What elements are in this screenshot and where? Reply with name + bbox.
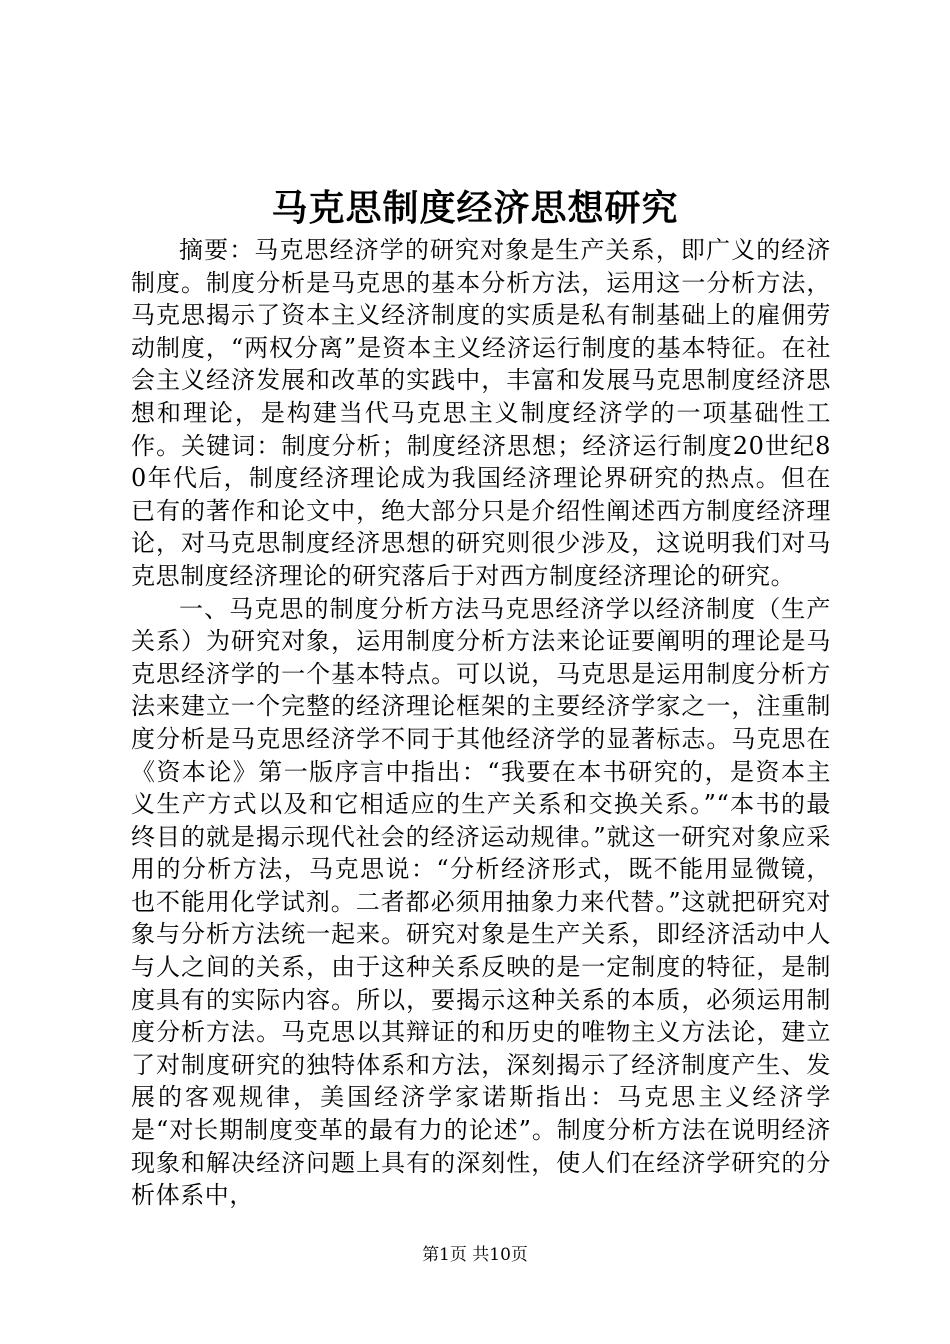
- document-body: [131, 234, 831, 1212]
- section-one-paragraph: 一、马克思的制度分析方法马克思经济学以经济制度（生产关系）为研究对象，运用制度分析方法来论证要阐明的理论是马克思经济学的一个基本特点。可以说，马克思是运用制度分析方法来建立一个完整的经济理论框架的主要经济学家之一，注重制度分析是马克思经济学不同于其他经济学的显著标志。马克思在《资本论》第一版序言中指出：“我要在本书研究的，是资本主义生产方式以及和它相适应的生产关系和交换关系。”“本书的最终目的就是揭示现代社会的经济运动规律。”就这一研究对象应采用的分析方法，马克思说：“分析经济形式，既不能用显微镜，也不能用化学试剂。二者都必须用抽象力来代替。”这就把研究对象与分析方法统一起来。研究对象是生产关系，即经济活动中人与人之间的关系，由于这种关系反映的是一定制度的特征，是制度具有的实际内容。所以，要揭示这种关系的本质，必须运用制度分析方法。马克思以其辩证的和历史的唯物主义方法论，建立了对制度研究的独特体系和方法，深刻揭示了经济制度产生、发展的客观规律，美国经济学家诺斯指出：马克思主义经济学是“对长期制度变革的最有力的论述”。制度分析方法在说明经济现象和解决经济问题上具有的深刻性，使人们在经济学研究的分析体系中，: [131, 594, 831, 1210]
- page-number-footer: 第1页 共10页: [422, 1245, 528, 1265]
- document-title: 马克思制度经济思想研究: [271, 187, 679, 229]
- abstract-paragraph: 摘要：马克思经济学的研究对象是生产关系，即广义的经济制度。制度分析是马克思的基本分析方法，运用这一分析方法，马克思揭示了资本主义经济制度的实质是私有制基础上的雇佣劳动制度，“两权分离”是资本主义经济运行制度的基本特征。在社会主义经济发展和改革的实践中，丰富和发展马克思制度经济思想和理论，是构建当代马克思主义制度经济学的一项基础性工作。关键词：制度分析；制度经济思想；经济运行制度20世纪80年代后，制度经济理论成为我国经济理论界研究的热点。但在已有的著作和论文中，绝大部分只是介绍性阐述西方制度经济理论，对马克思制度经济思想的研究则很少涉及，这说明我们对马克思制度经济理论的研究落后于对西方制度经济理论的研究。: [131, 236, 831, 590]
